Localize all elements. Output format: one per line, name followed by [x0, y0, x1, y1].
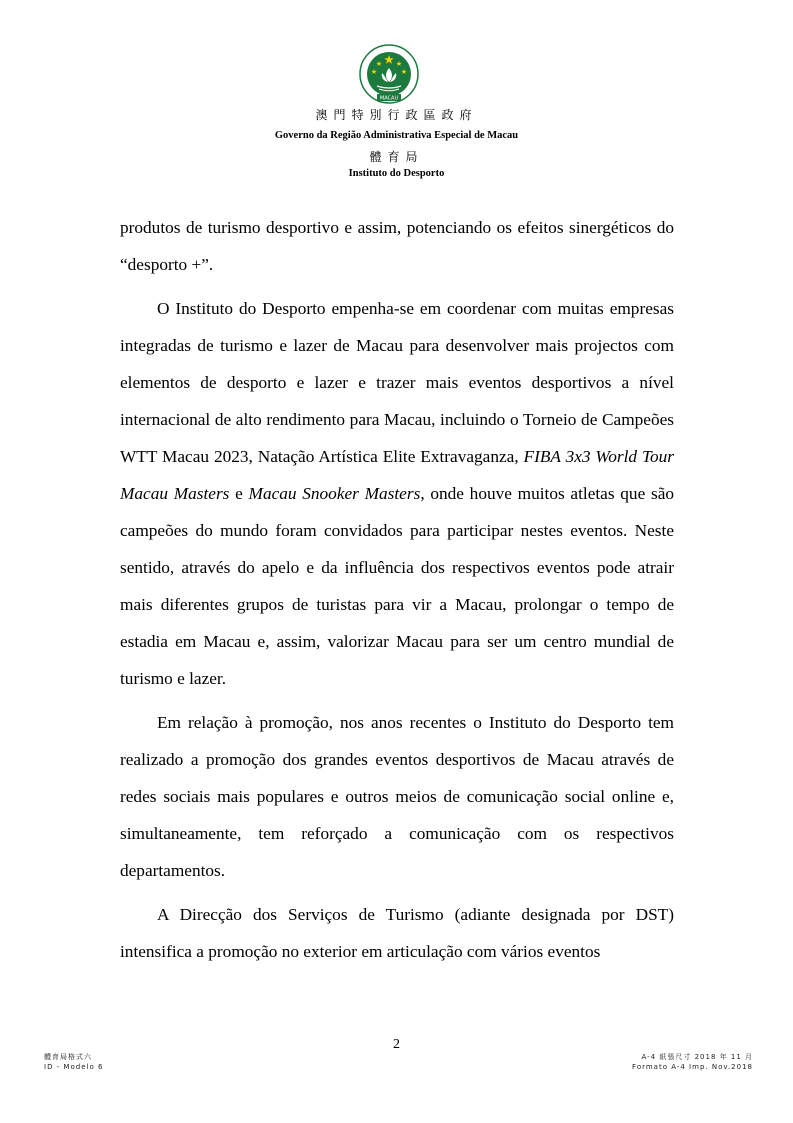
footer-right — [632, 1052, 753, 1072]
text-run: e — [229, 484, 249, 503]
footer-form-chinese: 體育局格式六 — [44, 1053, 92, 1061]
macau-emblem-icon — [357, 44, 421, 106]
paragraph-4 — [120, 896, 674, 970]
paragraph-3 — [120, 704, 674, 889]
italic-text: Macau Snooker Masters — [248, 484, 421, 503]
government-name-chinese: 澳門特別行政區政府 — [315, 108, 478, 122]
text-run: O Instituto do Desporto empenha-se em coordenar com muitas empresas integradas de turismo e lazer de Macau para desenvolver mais projectos com elementos de desporto e lazer e trazer mais eventos desportivos a nível internacional de alto rendimento para Macau, incluindo o Torneio de Campeões WTT Macau 2023, Natação Artística Elite Extravaganza, — [120, 299, 674, 466]
italic-text: FIBA 3x3 World Tour Macau Masters — [120, 447, 674, 503]
text-run: Em relação à promoção, nos anos recentes o Instituto do Desporto tem realizado a promoção dos grandes eventos desportivos de Macau através de redes sociais mais populares e outros meios de comunicação social online e, simultaneamente, tem reforçado a comunicação com os respectivos departamentos. — [120, 713, 674, 880]
text-run: , onde houve muitos atletas que são campeões do mundo foram convidados para participar nestes eventos. Neste sentido, através do apelo e da influência dos respectivos eventos pode atrair mais diferentes grupos de turistas para vir a Macau, prolongar o tempo de estadia em Macau e, assim, valorizar Macau para ser um centro mundial de turismo e lazer. — [120, 484, 675, 688]
page-number: 2 — [393, 1037, 400, 1052]
footer-format-portuguese: Formato A-4 Imp. Nov.2018 — [632, 1063, 753, 1071]
paragraph-1 — [120, 209, 674, 283]
emblem-label: MACAU — [379, 95, 399, 102]
text-run: produtos de turismo desportivo e assim, potenciando os efeitos sinergéticos do “desporto +”. — [120, 218, 674, 274]
institute-name-chinese: 體育局 — [369, 150, 424, 164]
footer-format-chinese: A-4 紙張尺寸 2018 年 11 月 — [641, 1053, 753, 1061]
document-body — [120, 209, 674, 977]
footer-left — [44, 1052, 103, 1072]
paragraph-2 — [120, 290, 674, 697]
government-name-portuguese: Governo da Região Administrativa Especial de Macau — [274, 130, 519, 141]
footer-form-portuguese: ID - Modelo 6 — [44, 1063, 104, 1071]
text-run: A Direcção dos Serviços de Turismo (adiante designada por DST) intensifica a promoção no exterior em articulação com vários eventos — [120, 905, 674, 961]
institute-name-portuguese: Instituto do Desporto — [348, 168, 445, 179]
